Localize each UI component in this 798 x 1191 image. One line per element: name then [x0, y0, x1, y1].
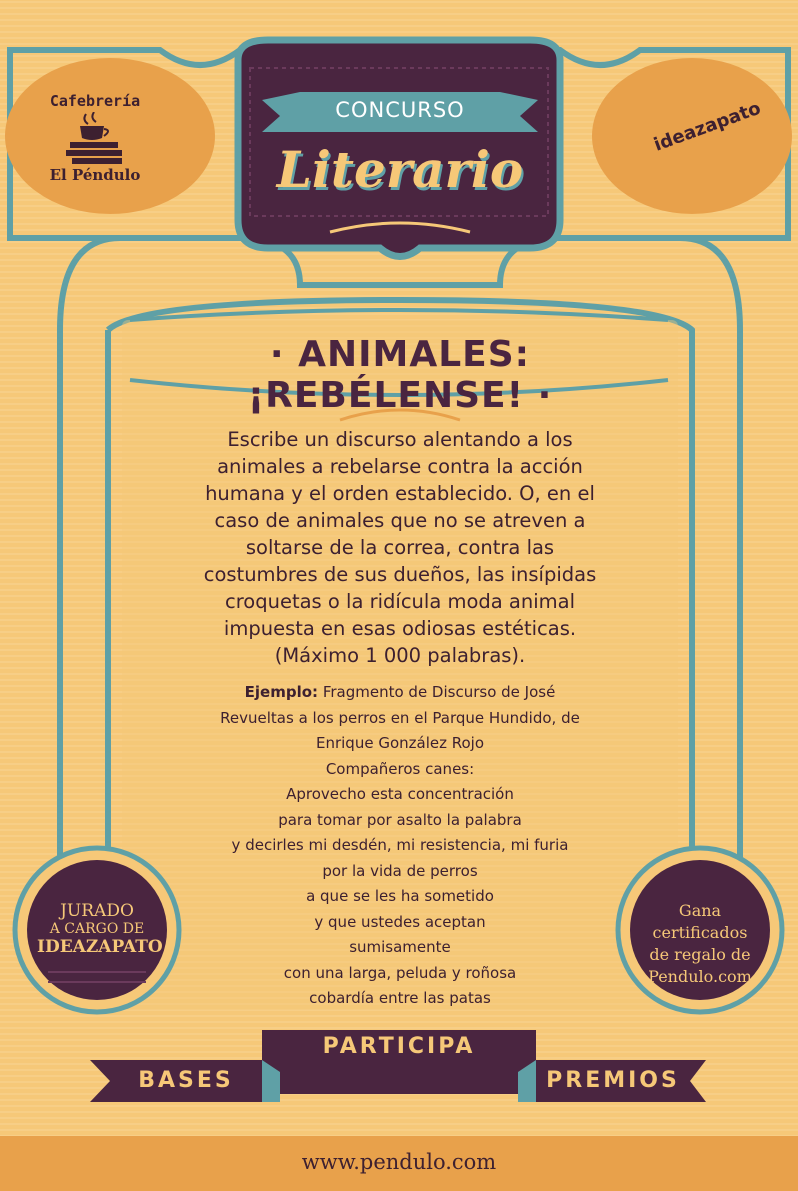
description-line: croquetas o la ridícula moda animal	[224, 590, 576, 613]
description-line: Escribe un discurso alentando a los	[227, 428, 573, 451]
example-line: sumisamente	[349, 938, 451, 956]
prize-badge-text	[640, 900, 760, 988]
description-line: impuesta en esas odiosas estéticas.	[223, 617, 577, 640]
concurso-label: CONCURSO	[335, 98, 465, 122]
example-line: Aprovecho esta concentración	[286, 785, 514, 803]
example-line: con una larga, peluda y roñosa	[283, 963, 517, 982]
example-line: para tomar por asalto la palabra	[278, 810, 522, 829]
prize-line: de regalo de	[649, 945, 751, 964]
example-label: Ejemplo:	[244, 683, 319, 701]
jury-badge-text	[37, 901, 163, 957]
prize-line: Pendulo.com	[648, 967, 752, 986]
example-line: y que ustedes aceptan	[314, 912, 486, 931]
jury-line: IDEAZAPATO	[37, 937, 163, 957]
example-line: Ejemplo: Fragmento de Discurso de José	[244, 683, 556, 701]
description-line: (Máximo 1 000 palabras).	[274, 644, 526, 667]
website-link[interactable]: www.pendulo.com	[301, 1150, 497, 1174]
example-text	[170, 680, 630, 1012]
theme-title: · ANIMALES: ¡REBÉLENSE! ·	[247, 334, 553, 416]
cafe-name: Cafebrería	[49, 92, 141, 110]
participa-button[interactable]: PARTICIPA	[322, 1034, 476, 1059]
description-line: caso de animales que no se atreven a	[214, 509, 586, 532]
jury-line: JURADO	[60, 901, 134, 921]
example-line: y decirles mi desdén, mi resistencia, mi furia	[231, 836, 569, 854]
premios-button[interactable]: PREMIOS	[546, 1068, 680, 1093]
description-line: costumbres de sus dueños, las insípidas	[203, 563, 597, 586]
example-line: cobardía entre las patas	[309, 989, 491, 1007]
contest-description	[170, 426, 630, 669]
example-line: a que se les ha sometido	[306, 887, 494, 905]
jury-line: A CARGO DE	[49, 921, 145, 937]
example-line: por la vida de perros	[322, 861, 478, 880]
literario-title: Literario	[276, 140, 524, 199]
example-line: Revueltas a los perros en el Parque Hundido, de	[220, 708, 580, 727]
example-line: Enrique González Rojo	[315, 734, 485, 752]
description-line: soltarse de la correa, contra las	[245, 536, 555, 559]
prize-line: certificados	[652, 923, 748, 942]
description-line: humana y el orden establecido. O, en el	[205, 482, 595, 505]
bases-button[interactable]: BASES	[138, 1068, 234, 1093]
ideazapato-logo: ideazapato	[651, 97, 764, 156]
example-line: Compañeros canes:	[325, 759, 475, 778]
prize-line: Gana	[678, 901, 722, 920]
cafe-subtitle: El Péndulo	[49, 166, 141, 184]
description-line: animales a rebelarse contra la acción	[217, 455, 583, 478]
coffee-books-icon	[64, 112, 130, 164]
